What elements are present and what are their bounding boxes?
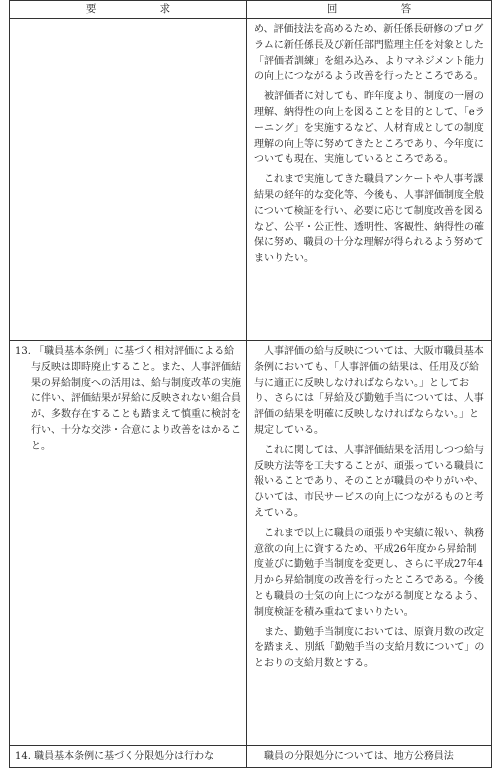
requirement-text: 13. 「職員基本条例」に基づく相対評価による給与反映は即時廃止すること。また、人事評価結果の昇給制度への活用は、給与制度改革の実施に伴い、評価結果が昇給に反映されない組合員が、多数存在することも踏まえて慎重に検討を行い、十分な交渉・合意により改善をはかること。 bbox=[15, 346, 241, 452]
table-row bbox=[10, 19, 492, 341]
answer-paragraph: 人事評価の給与反映については、大阪市職員基本条例においても、「人事評価の結果は、任用及び給与に適正に反映しなければならない。」としており、さらには「昇給及び勤勉手当については、人事評価の結果を明確に反映しなければならない。」と規定している。 bbox=[254, 346, 484, 436]
requirement-cell bbox=[10, 341, 247, 746]
answer-paragraph: また、勤勉手当制度においては、原資月数の改定を踏まえ、別紙「勤勉手当の支給月数について」のとおりの支給月数とする。 bbox=[254, 626, 485, 670]
answer-cell bbox=[247, 19, 492, 341]
answer-cell bbox=[247, 341, 492, 746]
answer-paragraph: 被評価者に対しても、昨年度より、制度の一層の理解、納得性の向上を図ることを目的として、「eラーニング」を実施するなど、人材育成としての制度理解の向上等に努めてきたところであり、今年度についても現在、実施しているところである。 bbox=[254, 91, 485, 166]
answer-column-header: 回 答 bbox=[247, 1, 492, 19]
table-header-row bbox=[10, 1, 492, 19]
answer-paragraph: これまで以上に職員の頑張りや実績に報い、執務意欲の向上に資するため、平成26年度から昇給制度並びに勤勉手当制度を変更し、さらに平成27年4月から昇給制度の改善を行ったところである。今後とも職員の士気の向上につながる制度となるよう、制度検証を積み重ねてまいりたい。 bbox=[254, 527, 484, 618]
requirement-column-header: 要 求 bbox=[10, 1, 247, 19]
table-row bbox=[10, 341, 492, 746]
answer-cell bbox=[247, 746, 492, 768]
answer-paragraph: これに関しては、人事評価結果を活用しつつ給与反映方法等を工夫することが、頑張っている職員に報いることであり、そのことが職員のやりがいや、ひいては、市民サービスの向上につながるものと考えている。 bbox=[254, 444, 484, 519]
requirement-cell bbox=[10, 746, 247, 768]
request-answer-table bbox=[9, 0, 492, 768]
requirement-text: 14. 職員基本条例に基づく分限処分は行わな bbox=[15, 751, 215, 762]
answer-paragraph: 職員の分限処分については、地方公務員法 bbox=[264, 751, 454, 762]
table-row bbox=[10, 746, 492, 768]
answer-paragraph: これまで実施してきた職員アンケートや人事考課結果の経年的な変化等、今後も、人事評価制度全般について検証を行い、必要に応じて制度改善を図るなど、公平・公正性、透明性、客観性、納得性の確保に努め、職員の十分な理解が得られるよう努めてまいりたい。 bbox=[254, 174, 484, 265]
requirement-cell bbox=[10, 19, 247, 341]
answer-paragraph: め、評価技法を高めるため、新任係長研修のプログラムに新任係長及び新任部門監理主任を対象とした「評価者訓練」を組み込み、よりマネジメント能力の向上につながるよう改善を行ったところである。 bbox=[254, 24, 485, 83]
